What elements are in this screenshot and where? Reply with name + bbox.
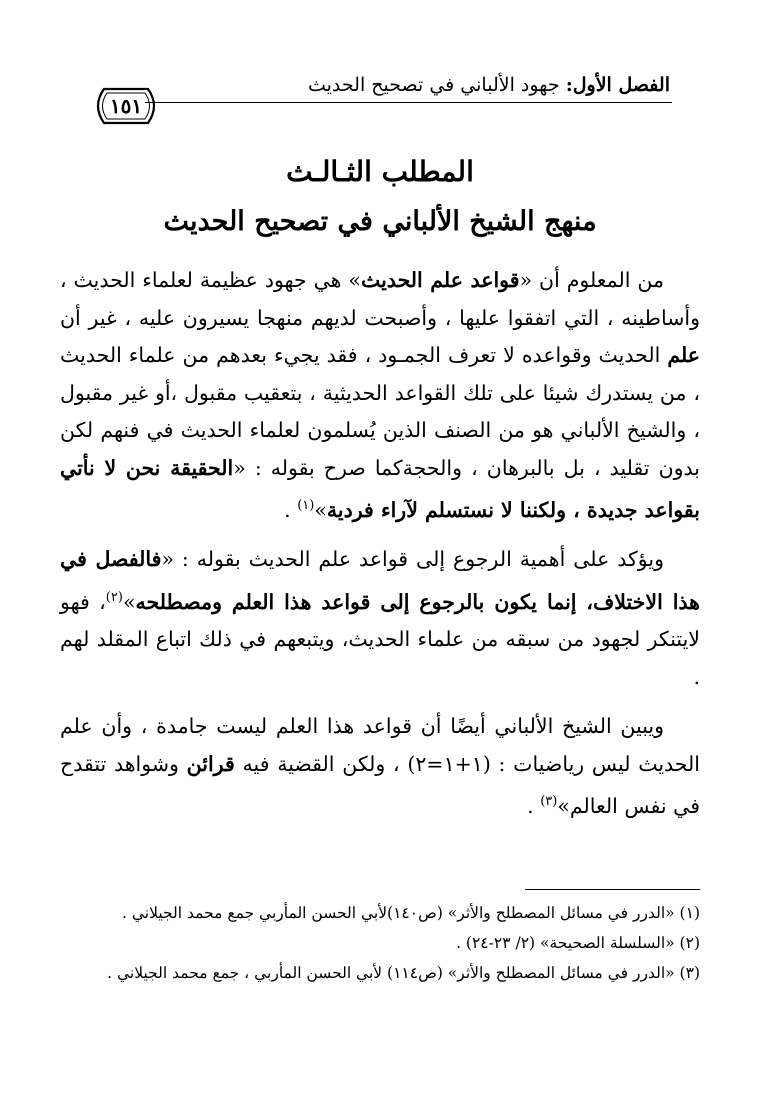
chapter-title: جهود الألباني في تصحيح الحديث [307, 74, 560, 96]
footnote-rule [525, 889, 700, 890]
footnote-2: (٢) «السلسلة الصحيحة» (٢/ ٢٣-٢٤) . [456, 934, 700, 952]
paragraph-2 [60, 541, 700, 696]
bold-term: قواعد علم الحديث [360, 268, 520, 292]
text-run: » [314, 497, 327, 522]
bold-term: علم [667, 343, 700, 367]
text-run: . [527, 793, 541, 818]
section-subtitle: منهج الشيخ الألباني في تصحيح الحديث [163, 206, 597, 237]
chapter-label: الفصل الأول: [565, 74, 670, 96]
footnote-1: (١) «الدرر في مسائل المصطلح والأثر» (ص١٤٠)لأبي الحسن المأربي جمع محمد الجيلاني . [122, 904, 700, 922]
footnote-ref[interactable]: (١) [297, 498, 315, 513]
text-run: » هي جهود عظيمة لعلماء الحديث ، وأساطينه ، التي اتفقوا عليها ، وأصبحت لديهم منهجا يسيرون عليه ، غير أن [60, 268, 700, 330]
footnote-ref[interactable]: (٣) [540, 794, 558, 810]
paragraph-3 [60, 708, 700, 825]
bold-quote: الحقيقة نحن لا نأتي بقواعد جديدة ، ولكننا لا نستسلم لآراء فردية [60, 455, 700, 522]
text-run: . [284, 497, 298, 522]
text-run: ، فهو لايتنكر لجهود من سبقه من علماء الحديث، ويتبعهم في ذلك اتباع المقلد لهم . [60, 589, 700, 689]
page-number: ١٥١ [109, 94, 143, 118]
header-rule [145, 102, 672, 103]
section-title: المطلب الثـالـث [286, 155, 474, 188]
text-run: ويبين الشيخ الألباني أيضًا أن قواعد هذا العلم ليست جامدة ، وأن علم الحديث ليس رياضيات : (١+١=٢) ، ولكن القضية فيه [60, 714, 700, 776]
text-run: الحديث وقواعده لا تعرف الجمـود ، فقد يجيء بعدهم من علماء الحديث ، من يستدرك شيئا على تلك القواعد الحديثية ، بتعقيب مقبول ،أو غير مقبول ، والشيخ الألباني هو من الصنف الذين يُسلمون لعلماء الحديث في فنهم لكن بدون تقليد ، بل بالبرهان ، والحجةكما صرح بقوله : « [60, 343, 700, 480]
footnote-ref[interactable]: (٢) [105, 589, 123, 605]
footnotes [60, 898, 700, 988]
page-number-badge [90, 86, 162, 126]
body-text [60, 262, 700, 837]
footnote-3: (٣) «الدرر في مسائل المصطلح والأثر» (ص١١٤) لأبي الحسن المأربي ، جمع محمد الجيلاني . [107, 964, 700, 982]
text-run: وشواهد تتقدح في نفس العالم» [60, 751, 700, 818]
bold-term: قرائن [186, 751, 235, 776]
text-run: من المعلوم أن « [519, 268, 664, 292]
text-run: » [122, 589, 136, 614]
bold-quote: فالفصل في هذا الاختلاف، إنما يكون بالرجوع إلى قواعد هذا العلم ومصطلحه [60, 547, 700, 614]
text-run: ويؤكد على أهمية الرجوع إلى قواعد علم الحديث بقوله : « [161, 547, 664, 572]
paragraph-1 [60, 262, 700, 529]
